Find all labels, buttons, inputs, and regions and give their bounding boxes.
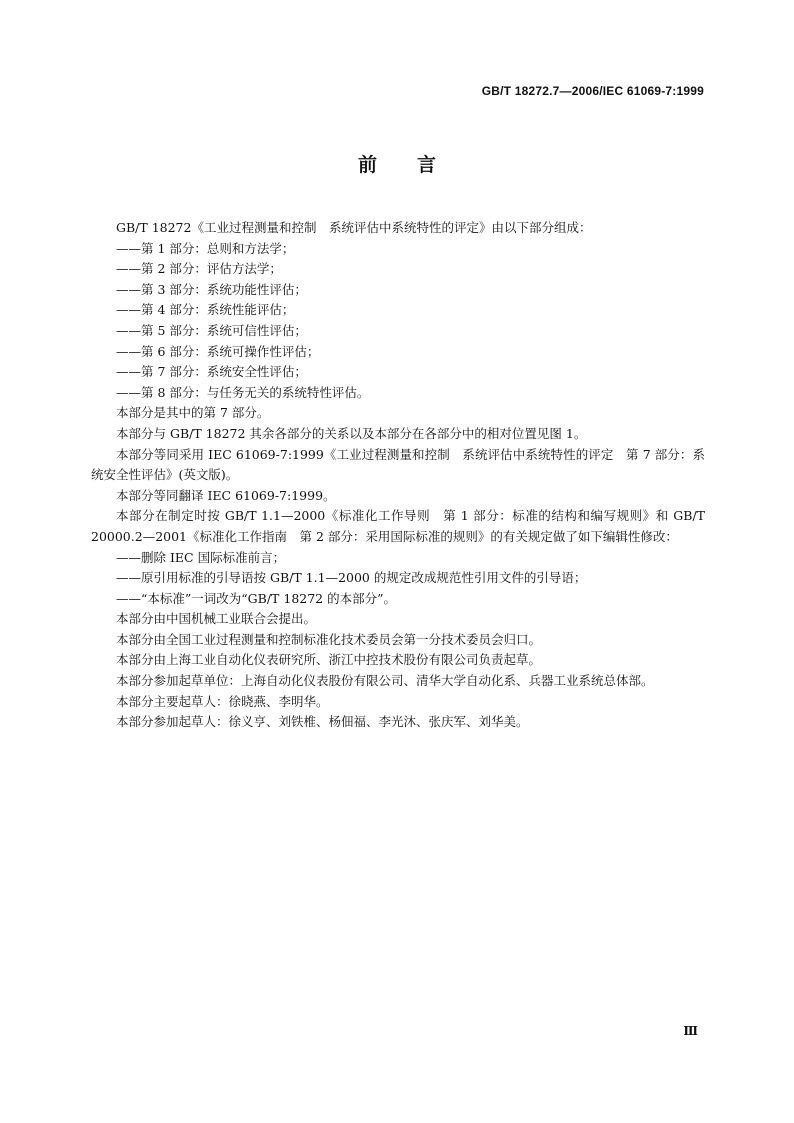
paragraph-main-drafters: 本部分主要起草人：徐晓燕、李明华。 [116,693,329,709]
list-item-change-1: ——删除 IEC 国际标准前言； [116,549,286,565]
list-item-part-3: ——第 3 部分：系统功能性评估； [116,281,307,297]
list-item-part-7: ——第 7 部分：系统安全性评估； [116,364,307,380]
paragraph-intro: GB/T 18272《工业过程测量和控制 系统评估中系统特性的评定》由以下部分组成： [116,220,592,235]
list-item-part-2: ——第 2 部分：评估方法学； [116,261,282,277]
list-item-change-2: ——原引用标准的引导语按 GB/T 1.1—2000 的规定改成规范性引用文件的引导语； [116,570,587,586]
foreword-body [91,218,705,733]
list-item-change-3: ——“本标准”一词改为“GB/T 18272 的本部分”。 [116,590,396,606]
list-item-part-5: ——第 5 部分：系统可信性评估； [116,322,307,338]
page-title: 前言 [357,154,476,176]
list-item-part-6: ——第 6 部分：系统可操作性评估； [116,343,320,359]
list-item-part-1: ——第 1 部分：总则和方法学； [116,240,295,256]
paragraph-drafted-by: 本部分由上海工业自动化仪表研究所、浙江中控技术股份有限公司负责起草。 [116,652,542,668]
paragraph-proposed-by: 本部分由中国机械工业联合会提出。 [116,611,317,627]
paragraph-this-part: 本部分是其中的第 7 部分。 [116,405,270,421]
paragraph-translation: 本部分等同翻译 IEC 61069-7:1999。 [116,487,336,503]
paragraph-under-jurisdiction: 本部分由全国工业过程测量和控制标准化技术委员会第一分技术委员会归口。 [116,631,542,647]
standard-code-header: GB/T 18272.7—2006/IEC 61069-7:1999 [481,84,704,98]
paragraph-editorial-changes: 本部分在制定时按 GB/T 1.1—2000《标准化工作导则 第 1 部分：标准的结构和编写规则》和 GB/T 20000.2—2001《标准化工作指南 第 2 部分：采用国际标准的规则》的有关规定做了如下编辑性修改： [91,508,705,544]
paragraph-participating-drafters: 本部分参加起草人：徐义亨、刘铁椎、杨佃福、李光沐、张庆军、刘华美。 [116,714,529,730]
paragraph-participating-units: 本部分参加起草单位：上海自动化仪表股份有限公司、清华大学自动化系、兵器工业系统总体部。 [116,673,654,689]
page-number: Ⅲ [683,1024,697,1038]
paragraph-relationship: 本部分与 GB/T 18272 其余各部分的关系以及本部分在各部分中的相对位置见图 1。 [116,425,587,441]
paragraph-adoption: 本部分等同采用 IEC 61069-7:1999《工业过程测量和控制 系统评估中系统特性的评定 第 7 部分：系统安全性评估》(英文版)。 [91,446,705,483]
list-item-part-4: ——第 4 部分：系统性能评估； [116,302,295,318]
list-item-part-8: ——第 8 部分：与任务无关的系统特性评估。 [116,384,370,400]
